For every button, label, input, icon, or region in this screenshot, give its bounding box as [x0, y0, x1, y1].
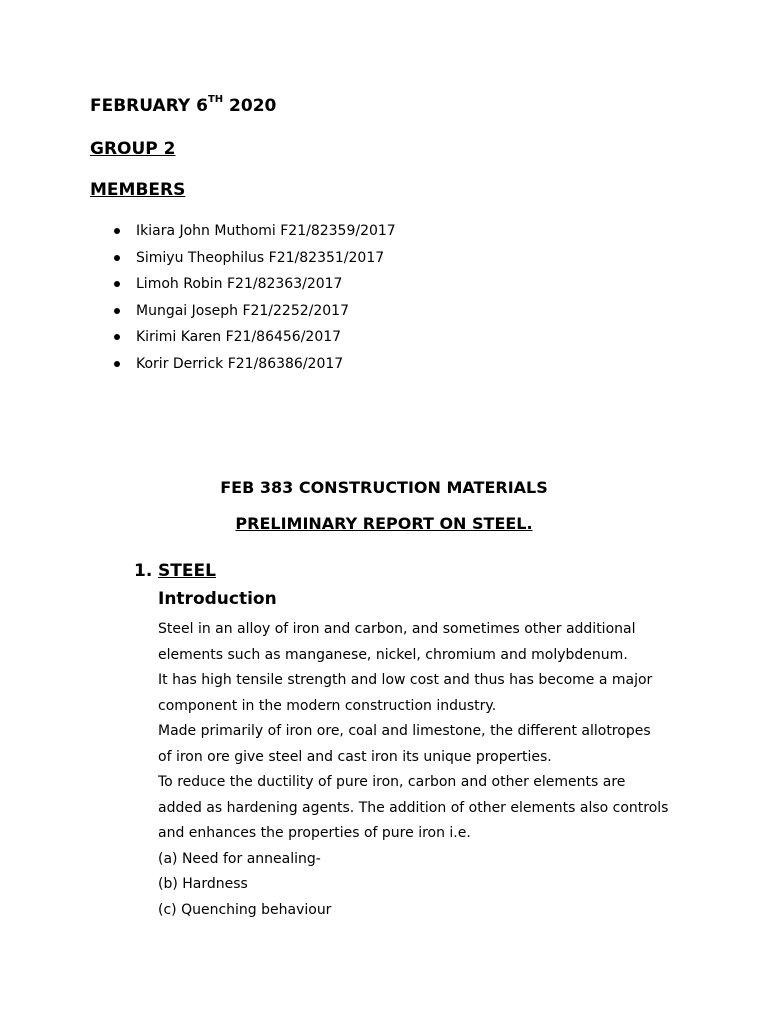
list-item-quenching: (c) Quenching behaviour — [158, 901, 332, 918]
body-line: and enhances the properties of pure iron i.e. — [158, 825, 471, 841]
section-title: STEEL — [158, 561, 216, 581]
list-item-hardness: (b) Hardness — [158, 876, 248, 892]
body-line: Made primarily of iron ore, coal and limestone, the different allotropes — [158, 723, 651, 739]
member-item: Kirimi Karen F21/86456/2017 — [114, 327, 396, 354]
body-line: Steel in an alloy of iron and carbon, and sometimes other additional — [158, 621, 636, 637]
member-item: Korir Derrick F21/86386/2017 — [114, 354, 396, 381]
members-heading: MEMBERS — [90, 180, 186, 200]
group-heading: GROUP 2 — [90, 139, 176, 159]
report-title: PRELIMINARY REPORT ON STEEL. — [235, 514, 533, 533]
member-item: Mungai Joseph F21/2252/2017 — [114, 301, 396, 328]
body-line: of iron ore give steel and cast iron its unique properties. — [158, 748, 552, 765]
date-ordinal-suffix: TH — [207, 94, 224, 106]
body-line: added as hardening agents. The addition of other elements also controls — [158, 799, 669, 816]
member-item: Ikiara John Muthomi F21/82359/2017 — [114, 221, 396, 248]
course-title: FEB 383 CONSTRUCTION MATERIALS — [220, 478, 548, 497]
members-list — [114, 221, 396, 381]
section-number: 1. — [134, 561, 153, 581]
section-subtitle: Introduction — [158, 589, 277, 609]
body-line: It has high tensile strength and low cost and thus has become a major — [158, 672, 653, 688]
member-item: Simiyu Theophilus F21/82351/2017 — [114, 248, 396, 275]
date-year: 2020 — [223, 96, 277, 116]
report-date — [90, 96, 276, 116]
member-item: Limoh Robin F21/82363/2017 — [114, 274, 396, 301]
body-line: To reduce the ductility of pure iron, carbon and other elements are — [158, 774, 626, 790]
date-text: FEBRUARY 6 — [90, 96, 208, 116]
body-line: elements such as manganese, nickel, chromium and molybdenum. — [158, 646, 628, 663]
section-body — [158, 617, 718, 923]
body-line: component in the modern construction industry. — [158, 697, 497, 714]
list-item-annealing: (a) Need for annealing- — [158, 850, 321, 867]
